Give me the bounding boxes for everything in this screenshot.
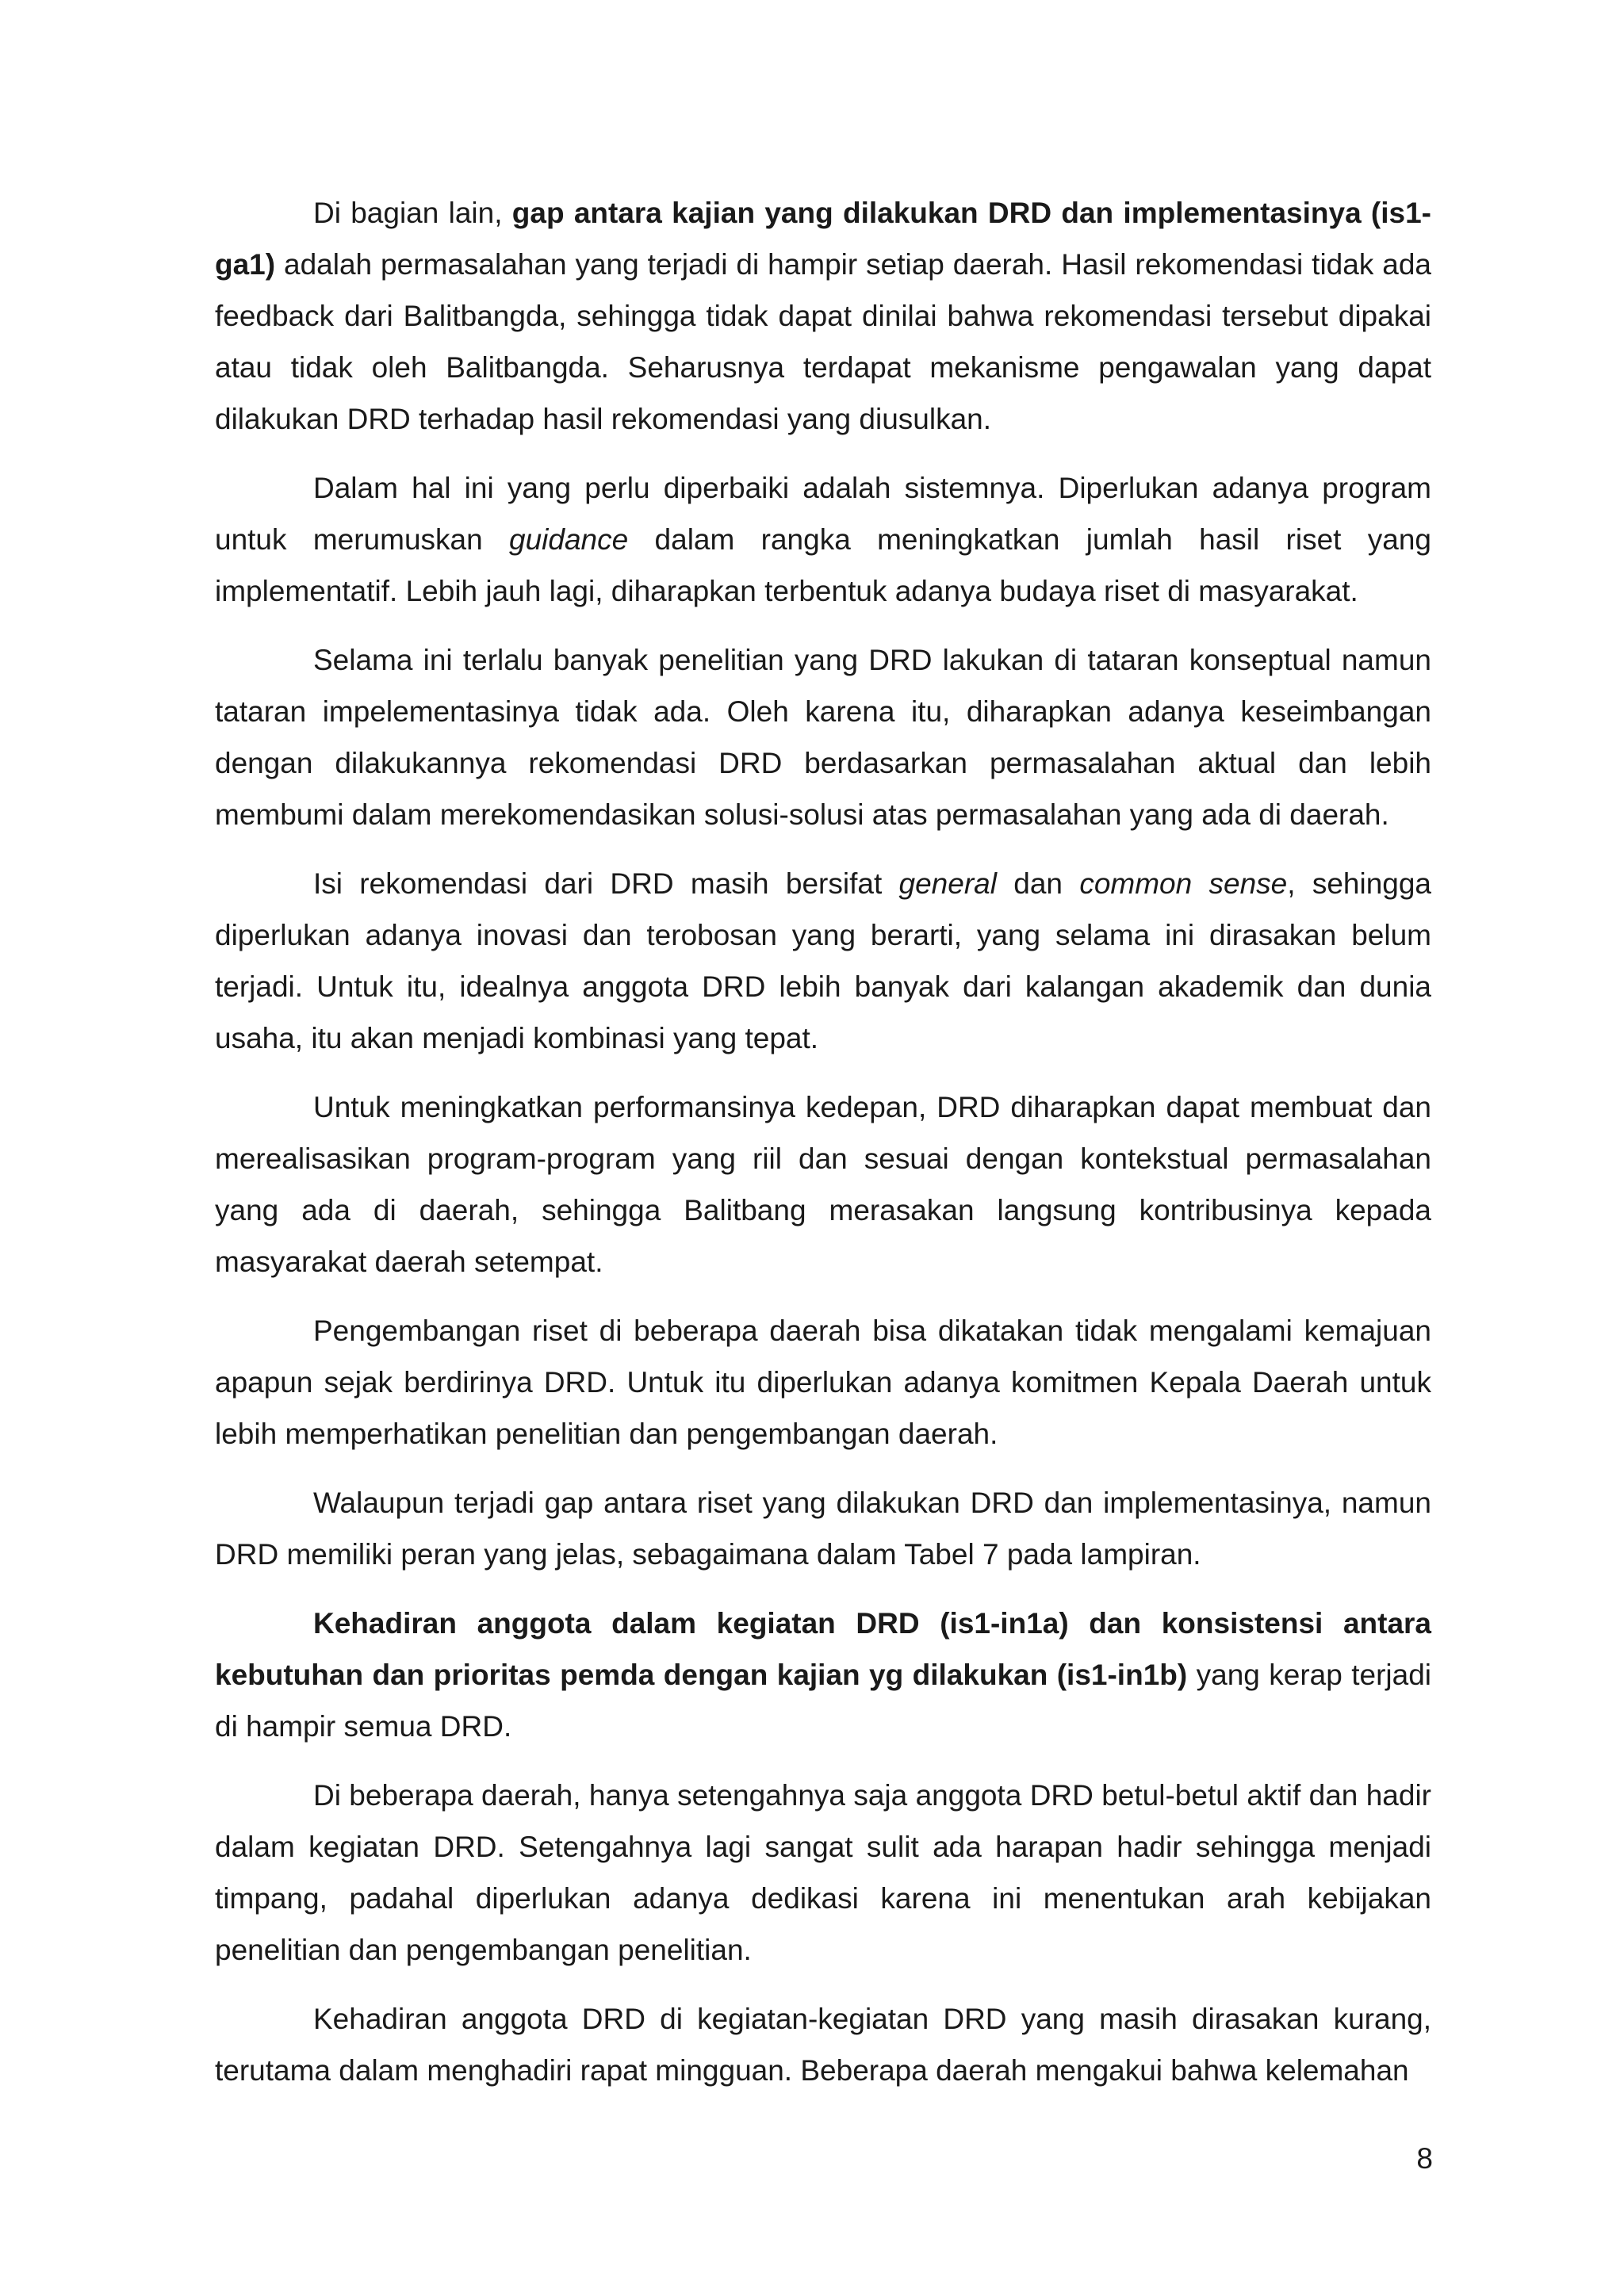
text-segment: Pengembangan riset di beberapa daerah bisa dikatakan tidak mengalami kemajuan apapun sejak berdirinya DRD. Untuk itu diperlukan adanya komitmen Kepala Daerah untuk lebih memperhatikan penelitian dan pengembangan daerah.: [215, 1314, 1431, 1450]
paragraph-5: [215, 1081, 1431, 1288]
text-segment: dalam rangka meningkatkan jumlah hasil riset yang implementatif. Lebih jauh lagi, diharapkan terbentuk adanya budaya riset di masyarakat.: [215, 523, 1431, 607]
paragraph-2: [215, 462, 1431, 617]
text-segment: Walaupun terjadi gap antara riset yang dilakukan DRD dan implementasinya, namun DRD memiliki peran yang jelas, sebagaimana dalam Tabel 7 pada lampiran.: [215, 1487, 1431, 1571]
paragraph-7: [215, 1477, 1431, 1580]
paragraph-6: [215, 1305, 1431, 1460]
italic-term: general: [898, 867, 997, 900]
text-segment: Di beberapa daerah, hanya setengahnya saja anggota DRD betul-betul aktif dan hadir dalam kegiatan DRD. Setengahnya lagi sangat sulit ada harapan hadir sehingga menjadi timpang, padahal diperlukan adanya dedikasi karena ini menentukan arah kebijakan penelitian dan pengembangan penelitian.: [215, 1779, 1431, 1966]
text-segment: Untuk meningkatkan performansinya kedepan, DRD diharapkan dapat membuat dan merealisasikan program-program yang riil dan sesuai dengan kontekstual permasalahan yang ada di daerah, sehingga Balitbang merasakan langsung kontribusinya kepada masyarakat daerah setempat.: [215, 1091, 1431, 1278]
paragraph-1: [215, 187, 1431, 445]
bold-phrase: gap antara kajian yang dilakukan DRD dan implementasinya (is1-ga1): [215, 197, 1431, 281]
page-number: 8: [1416, 2142, 1433, 2175]
text-segment: Selama ini terlalu banyak penelitian yang DRD lakukan di tataran konseptual namun tataran impelementasinya tidak ada. Oleh karena itu, diharapkan adanya keseimbangan dengan dilakukannya rekomendasi DRD berdasarkan permasalahan aktual dan lebih membumi dalam merekomendasikan solusi-solusi atas permasalahan yang ada di daerah.: [215, 644, 1431, 831]
paragraph-9: [215, 1770, 1431, 1976]
paragraph-3: [215, 634, 1431, 840]
paragraph-10: [215, 1993, 1431, 2096]
text-segment: dan: [996, 867, 1080, 900]
text-segment: , sehingga diperlukan adanya inovasi dan terobosan yang berarti, yang selama ini dirasakan belum terjadi. Untuk itu, idealnya anggota DRD lebih banyak dari kalangan akademik dan dunia usaha, itu akan menjadi kombinasi yang tepat.: [215, 867, 1432, 1054]
bold-phrase: Kehadiran anggota dalam kegiatan DRD (is1-in1a) dan konsistensi antara kebutuhan dan prioritas pemda dengan kajian yg dilakukan (is1-in1b): [215, 1607, 1431, 1691]
paragraph-8: [215, 1598, 1431, 1752]
text-segment: adalah permasalahan yang terjadi di hampir setiap daerah. Hasil rekomendasi tidak ada feedback dari Balitbangda, sehingga tidak dapat dinilai bahwa rekomendasi tersebut dipakai atau tidak oleh Balitbangda. Seharusnya terdapat mekanisme pengawalan yang dapat dilakukan DRD terhadap hasil rekomendasi yang diusulkan.: [215, 248, 1431, 435]
text-segment: Di bagian lain,: [313, 197, 512, 229]
italic-term: common sense: [1079, 867, 1288, 900]
text-segment: Isi rekomendasi dari DRD masih bersifat: [313, 867, 899, 900]
text-segment: Dalam hal ini yang perlu diperbaiki adalah sistemnya. Diperlukan adanya program untuk merumuskan: [215, 472, 1431, 556]
italic-term: guidance: [509, 523, 629, 556]
text-segment: yang kerap terjadi di hampir semua DRD.: [215, 1659, 1432, 1743]
paragraph-4: [215, 858, 1431, 1064]
text-segment: Kehadiran anggota DRD di kegiatan-kegiatan DRD yang masih dirasakan kurang, terutama dalam menghadiri rapat mingguan. Beberapa daerah mengakui bahwa kelemahan: [215, 2003, 1431, 2087]
document-body: [215, 187, 1431, 2114]
